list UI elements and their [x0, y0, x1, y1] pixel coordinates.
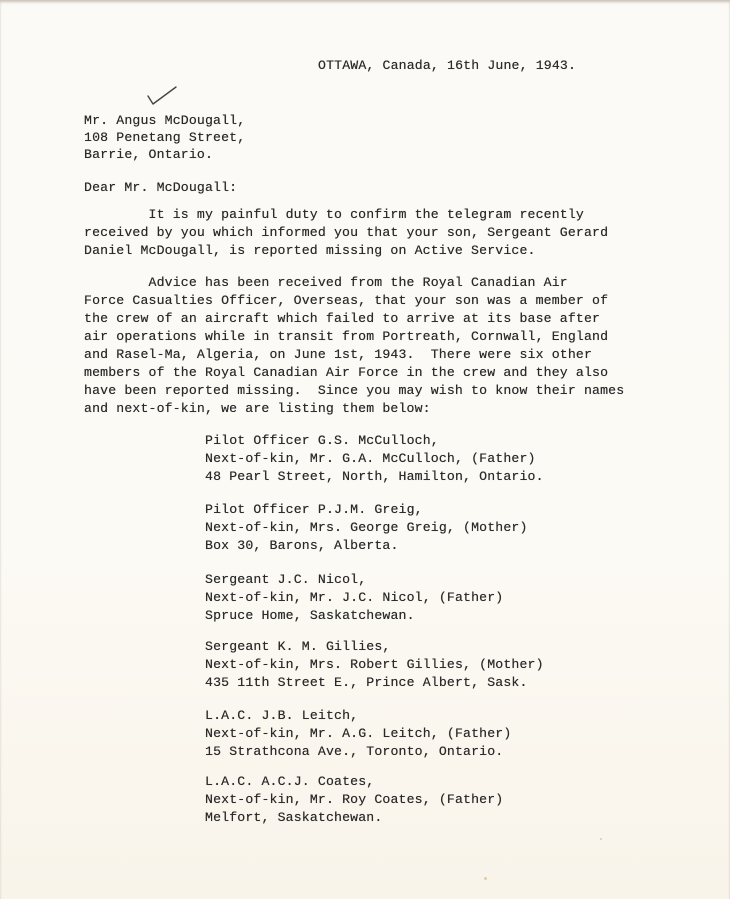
recipient-name: Mr. Angus McDougall,: [84, 113, 246, 128]
paper-speck: [484, 877, 487, 880]
crew-member-rank-name: Sergeant K. M. Gillies,: [205, 639, 391, 654]
paragraph2-line: have been reported missing. Since you may wish to know their names: [84, 383, 625, 398]
crew-member-next-of-kin: Next-of-kin, Mr. G.A. McCulloch, (Father): [205, 451, 536, 466]
crew-member-address: Box 30, Barons, Alberta.: [205, 538, 399, 553]
paragraph2-line: and next-of-kin, we are listing them below:: [84, 401, 431, 416]
crew-member-next-of-kin: Next-of-kin, Mr. J.C. Nicol, (Father): [205, 590, 504, 605]
crew-member-address: Melfort, Saskatchewan.: [205, 810, 383, 825]
paragraph1-line: received by you which informed you that your son, Sergeant Gerard: [84, 225, 609, 240]
paragraph1-line: It is my painful duty to confirm the telegram recently: [84, 207, 584, 222]
paragraph2-line: and Rasel-Ma, Algeria, on June 1st, 1943. There were six other: [84, 347, 593, 362]
crew-member-address: 15 Strathcona Ave., Toronto, Ontario.: [205, 744, 504, 759]
crew-member-address: 48 Pearl Street, North, Hamilton, Ontario.: [205, 469, 544, 484]
crew-member-rank-name: Pilot Officer P.J.M. Greig,: [205, 502, 423, 517]
crew-member-next-of-kin: Next-of-kin, Mr. A.G. Leitch, (Father): [205, 726, 512, 741]
crew-member-rank-name: Pilot Officer G.S. McCulloch,: [205, 433, 439, 448]
paragraph2-line: the crew of an aircraft which failed to arrive at its base after: [84, 311, 601, 326]
dateline: OTTAWA, Canada, 16th June, 1943.: [318, 58, 577, 73]
crew-member-address: 435 11th Street E., Prince Albert, Sask.: [205, 675, 528, 690]
crew-member-address: Spruce Home, Saskatchewan.: [205, 608, 415, 623]
paper-speck: [600, 838, 602, 840]
crew-member-rank-name: L.A.C. J.B. Leitch,: [205, 708, 359, 723]
crew-member-rank-name: Sergeant J.C. Nicol,: [205, 572, 367, 587]
recipient-city: Barrie, Ontario.: [84, 147, 214, 162]
recipient-street: 108 Penetang Street,: [84, 130, 246, 145]
crew-member-rank-name: L.A.C. A.C.J. Coates,: [205, 774, 375, 789]
crew-member-next-of-kin: Next-of-kin, Mr. Roy Coates, (Father): [205, 792, 504, 807]
paragraph1-line: Daniel McDougall, is reported missing on Active Service.: [84, 243, 536, 258]
paragraph2-line: Force Casualties Officer, Overseas, that your son was a member of: [84, 293, 609, 308]
crew-member-next-of-kin: Next-of-kin, Mrs. Robert Gillies, (Mother): [205, 657, 544, 672]
crew-member-next-of-kin: Next-of-kin, Mrs. George Greig, (Mother): [205, 520, 528, 535]
handwritten-checkmark-icon: [146, 84, 180, 108]
salutation: Dear Mr. McDougall:: [84, 180, 238, 195]
paragraph2-line: Advice has been received from the Royal Canadian Air: [84, 275, 568, 290]
paragraph2-line: air operations while in transit from Portreath, Cornwall, England: [84, 329, 609, 344]
paragraph2-line: members of the Royal Canadian Air Force in the crew and they also: [84, 365, 609, 380]
